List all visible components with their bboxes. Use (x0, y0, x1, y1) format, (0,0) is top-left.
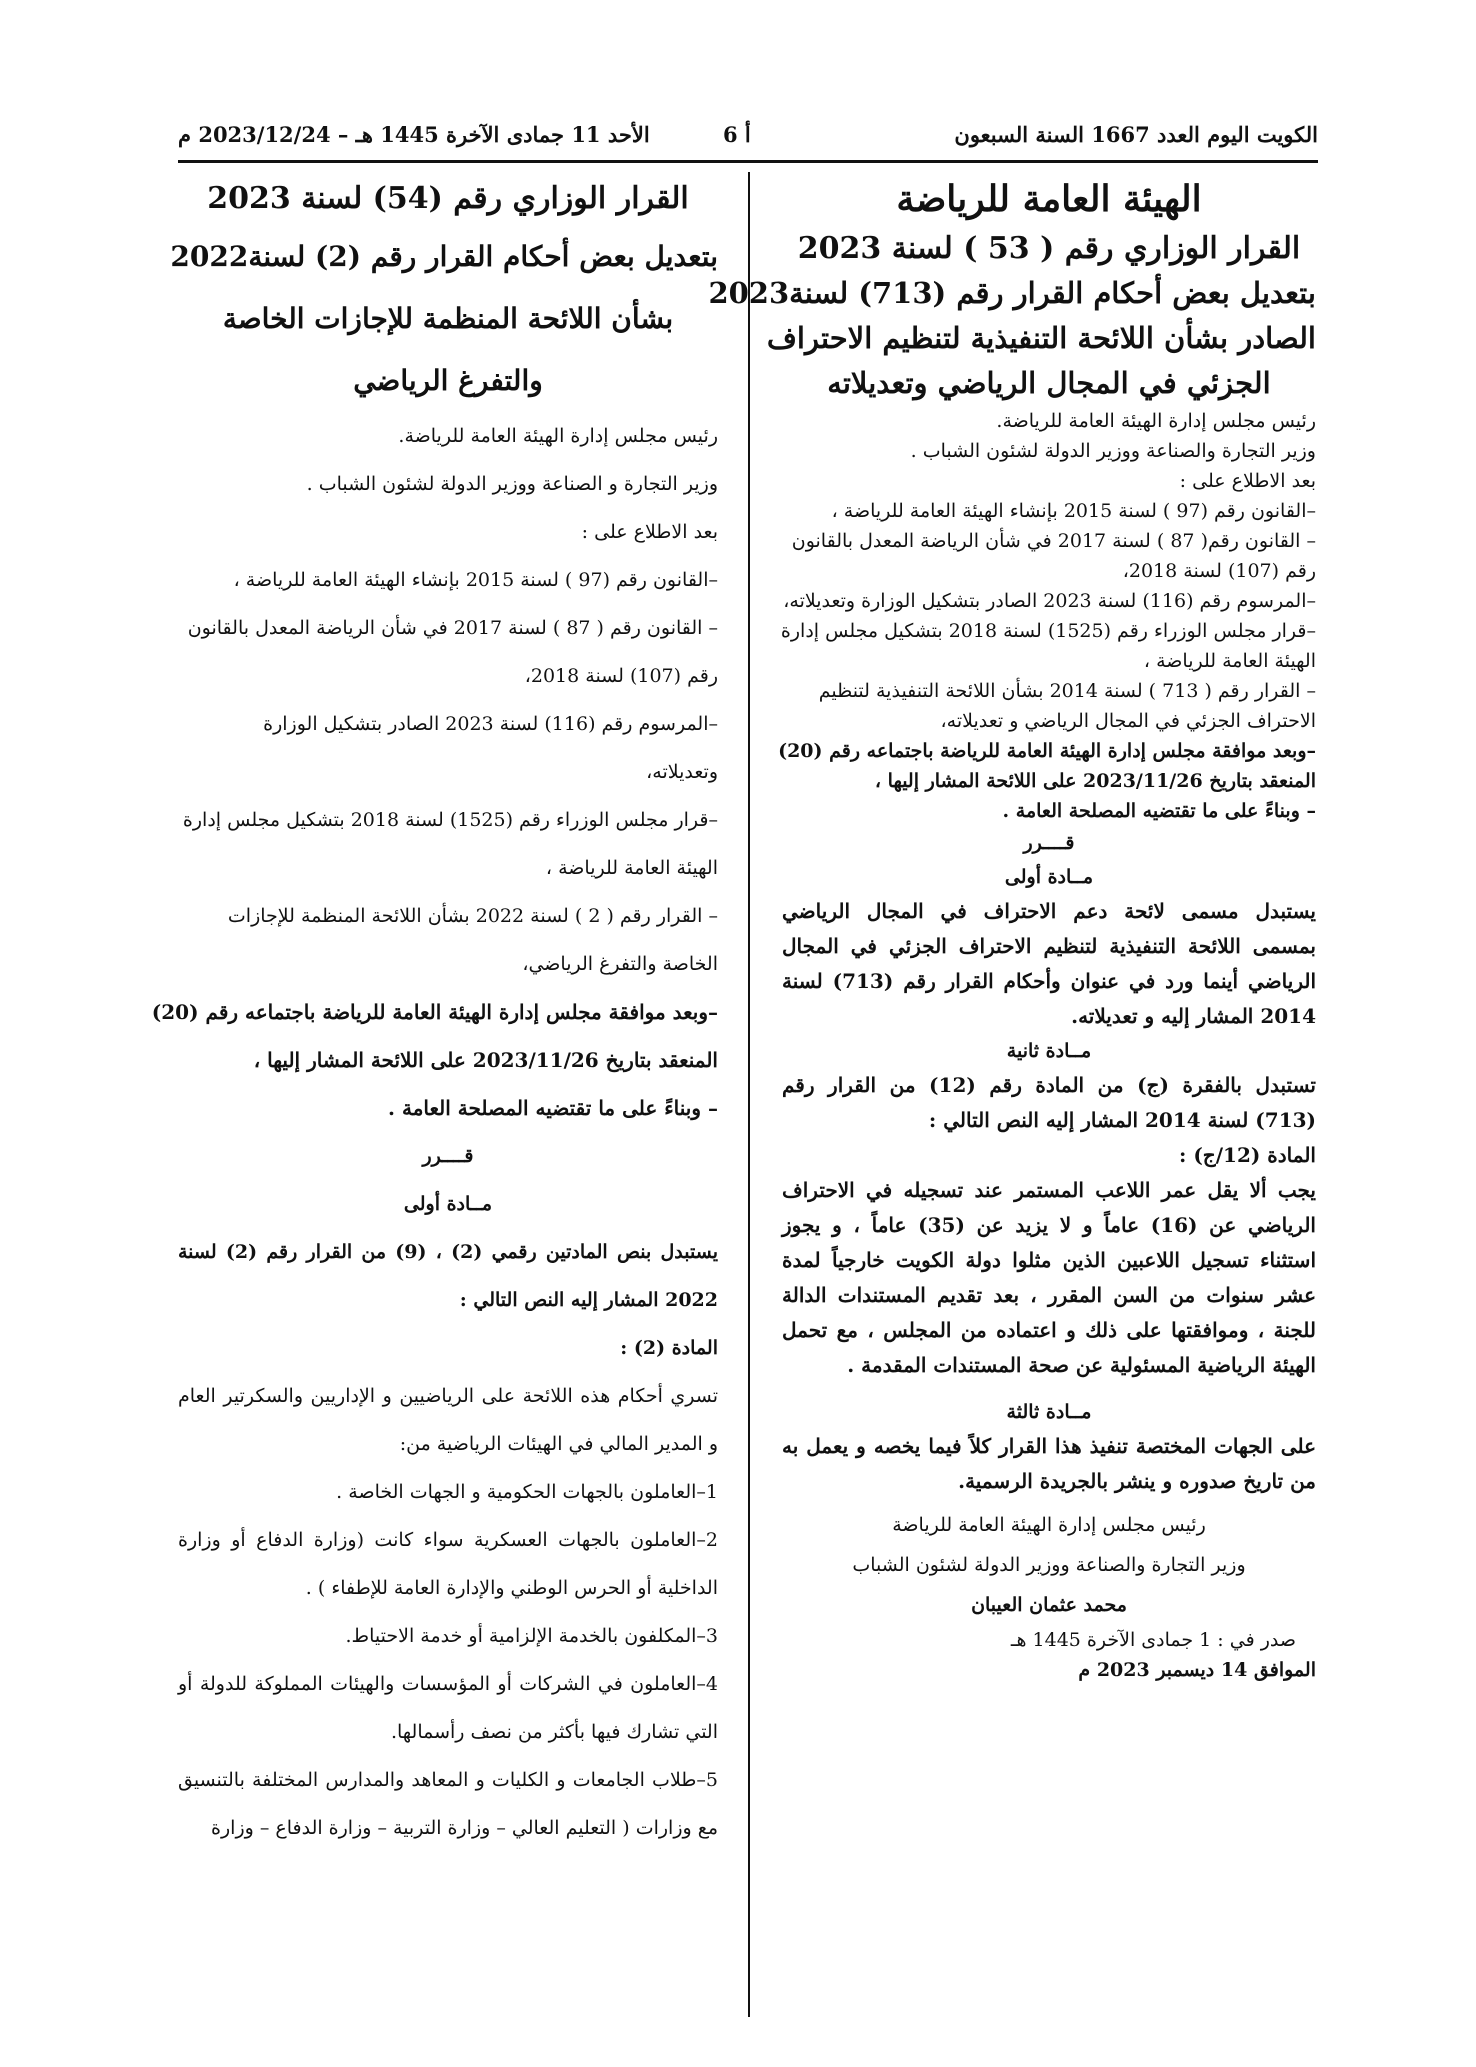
article-3-heading: مــادة ثالثة (1006, 1401, 1092, 1423)
preamble-line: –قرار مجلس الوزراء رقم (1525) لسنة 2018 بتشكيل مجلس إدارة (182, 809, 718, 831)
preamble-line: رئيس مجلس إدارة الهيئة العامة للرياضة. (996, 410, 1316, 432)
article-2-heading: مــادة ثانية (1006, 1040, 1092, 1062)
preamble-line: رقم (107) لسنة 2018، (1122, 560, 1316, 582)
preamble-line: رقم (107) لسنة 2018، (524, 665, 718, 687)
decision-53-subtitle-2: الصادر بشأن اللائحة التنفيذية لتنظيم الاحتراف (766, 321, 1316, 355)
preamble-line: المنعقد بتاريخ 2023/11/26 على اللائحة المشار إليها ، (874, 770, 1316, 792)
decision-53-column (708, 172, 1317, 1685)
article-1-text: يستبدل مسمى لائحة دعم الاحتراف في المجال الرياضي بمسمى اللائحة التنفيذية لتنظيم الاحتراف الجزئي في المجال الرياضي أينما ورد في عنوان وأحكام القرار رقم (713) لسنة 2014 المشار إليه و تعديلاته. (782, 899, 1317, 1028)
preamble-line: الهيئة العامة للرياضة ، (1143, 650, 1316, 672)
list-item: 5–طلاب الجامعات و الكليات و المعاهد والمدارس المختلفة بالتنسيق مع وزارات ( التعليم العالي – وزارة التربية – وزارة الدفاع – وزارة (178, 1769, 718, 1839)
decision-53-title: القرار الوزاري رقم ( 53 ) لسنة 2023 (797, 231, 1301, 266)
article-2-text: تستبدل بالفقرة (ج) من المادة رقم (12) من القرار رقم (713) لسنة 2014 المشار إليه النص التالي : (782, 1073, 1316, 1132)
header-date: الأحد 11 جمادى الآخرة 1445 هـ – 2023/12/24 م (178, 122, 650, 147)
page-header (178, 118, 1318, 163)
article-2-body: تسري أحكام هذه اللائحة على الرياضيين و الإداريين والسكرتير العام و المدير المالي في الهيئات الرياضية من: (178, 1385, 718, 1455)
preamble-line: بعد الاطلاع على : (1179, 470, 1316, 492)
preamble-line: وزير التجارة و الصناعة ووزير الدولة لشئون الشباب . (306, 473, 718, 495)
signatory-title-1: رئيس مجلس إدارة الهيئة العامة للرياضة (892, 1514, 1206, 1536)
article-1-heading: مــادة أولى (403, 1193, 493, 1215)
article-3-text: على الجهات المختصة تنفيذ هذا القرار كلاً فيما يخصه و يعمل به من تاريخ صدوره و ينشر بالجريدة الرسمية. (782, 1434, 1316, 1493)
preamble-line: –المرسوم رقم (116) لسنة 2023 الصادر بتشكيل الوزارة (263, 713, 718, 735)
decision-54-subtitle-1: بتعديل بعض أحكام القرار رقم (2) لسنة2022 (170, 240, 718, 273)
decision-54-subtitle-2: بشأن اللائحة المنظمة للإجازات الخاصة (222, 302, 674, 335)
preamble-line: الهيئة العامة للرياضة ، (545, 857, 718, 879)
preamble-line: –القانون رقم (97 ) لسنة 2015 بإنشاء الهيئة العامة للرياضة ، (831, 500, 1316, 522)
list-item: 3–المكلفون بالخدمة الإلزامية أو خدمة الاحتياط. (345, 1625, 718, 1647)
list-item: 1–العاملون بالجهات الحكومية و الجهات الخاصة . (336, 1481, 718, 1503)
issue-date-gregorian: الموافق 14 ديسمبر 2023 م (1078, 1659, 1316, 1681)
preamble-line: –قرار مجلس الوزراء رقم (1525) لسنة 2018 بتشكيل مجلس إدارة (780, 620, 1316, 642)
decision-54-column (151, 172, 718, 1852)
decided-heading: قــــرر (422, 1145, 474, 1167)
decision-54-subtitle-3: والتفرغ الرياضي (353, 364, 543, 397)
decision-54-title: القرار الوزاري رقم (54) لسنة 2023 (207, 181, 689, 216)
preamble-line: –القانون رقم (97 ) لسنة 2015 بإنشاء الهيئة العامة للرياضة ، (233, 569, 718, 591)
preamble-line: الخاصة والتفرغ الرياضي، (522, 953, 718, 975)
preamble-line: – القانون رقم( 87 ) لسنة 2017 في شأن الرياضة المعدل بالقانون (791, 530, 1316, 552)
list-item: 4–العاملون في الشركات أو المؤسسات والهيئات المملوكة للدولة أو التي تشارك فيها بأكثر من نصف رأسمالها. (178, 1673, 718, 1743)
preamble-line: – وبناءً على ما تقتضيه المصلحة العامة . (388, 1096, 718, 1120)
preamble-line: –وبعد موافقة مجلس إدارة الهيئة العامة للرياضة باجتماعه رقم (20) (151, 1000, 718, 1024)
preamble-line: – وبناءً على ما تقتضيه المصلحة العامة . (1002, 800, 1316, 822)
signatory-title-2: وزير التجارة والصناعة ووزير الدولة لشئون الشباب (852, 1554, 1246, 1576)
preamble-line: –المرسوم رقم (116) لسنة 2023 الصادر بتشكيل الوزارة وتعديلاته، (783, 590, 1316, 612)
preamble-line: – القرار رقم ( 2 ) لسنة 2022 بشأن اللائحة المنظمة للإجازات (227, 905, 718, 927)
preamble-line: –وبعد موافقة مجلس إدارة الهيئة العامة للرياضة باجتماعه رقم (20) (778, 740, 1316, 762)
decided-heading: قــــرر (1023, 832, 1075, 854)
preamble-line: المنعقد بتاريخ 2023/11/26 على اللائحة المشار إليها ، (253, 1048, 718, 1072)
column-divider (748, 172, 750, 2017)
preamble-line: – القانون رقم ( 87 ) لسنة 2017 في شأن الرياضة المعدل بالقانون (187, 617, 718, 639)
preamble-line: وتعديلاته، (646, 761, 718, 783)
authority-title: الهيئة العامة للرياضة (896, 178, 1202, 220)
article-1-heading: مــادة أولى (1004, 866, 1094, 888)
header-page-number: أ 6 (723, 122, 751, 147)
issue-date-hijri: صدر في : 1 جمادى الآخرة 1445 هـ (1010, 1629, 1296, 1651)
signatory-name: محمد عثمان العيبان (971, 1594, 1127, 1616)
preamble-line: رئيس مجلس إدارة الهيئة العامة للرياضة. (398, 425, 718, 447)
article-2-subheading: المادة (12/ج) : (1179, 1143, 1316, 1167)
article-2-body: يجب ألا يقل عمر اللاعب المستمر عند تسجيله في الاحتراف الرياضي عن (16) عاماً و لا يزيد عن (35) عاماً ، و يجوز استثناء تسجيل اللاعبين الذين مثلوا دولة الكويت خارجياً لمدة عشر سنوات من السن المقرر ، بعد تقديم المستندات الدالة للجنة ، وموافقتها على ذلك و اعتماده من المجلس ، مع تحمل الهيئة الرياضية المسئولية عن صحة المستندات المقدمة . (782, 1178, 1316, 1377)
list-item: 2–العاملون بالجهات العسكرية سواء كانت (وزارة الدفاع أو وزارة الداخلية أو الحرس الوطني والإدارة العامة للإطفاء ) . (178, 1529, 718, 1599)
preamble-line: وزير التجارة والصناعة ووزير الدولة لشئون الشباب . (910, 440, 1316, 462)
decision-53-subtitle-1: بتعديل بعض أحكام القرار رقم (713) لسنة2023 (708, 276, 1316, 310)
preamble-line: بعد الاطلاع على : (581, 521, 718, 543)
preamble-line: الاحتراف الجزئي في المجال الرياضي و تعديلاته، (940, 710, 1316, 732)
article-1-text: يستبدل بنص المادتين رقمي (2) ، (9) من القرار رقم (2) لسنة 2022 المشار إليه النص التالي : (178, 1241, 718, 1311)
article-2-subheading: المادة (2) : (620, 1337, 718, 1359)
header-publication: الكويت اليوم العدد 1667 السنة السبعون (954, 122, 1318, 147)
preamble-line: – القرار رقم ( 713 ) لسنة 2014 بشأن اللائحة التنفيذية لتنظيم (818, 680, 1316, 702)
decision-53-subtitle-3: الجزئي في المجال الرياضي وتعديلاته (827, 366, 1271, 400)
